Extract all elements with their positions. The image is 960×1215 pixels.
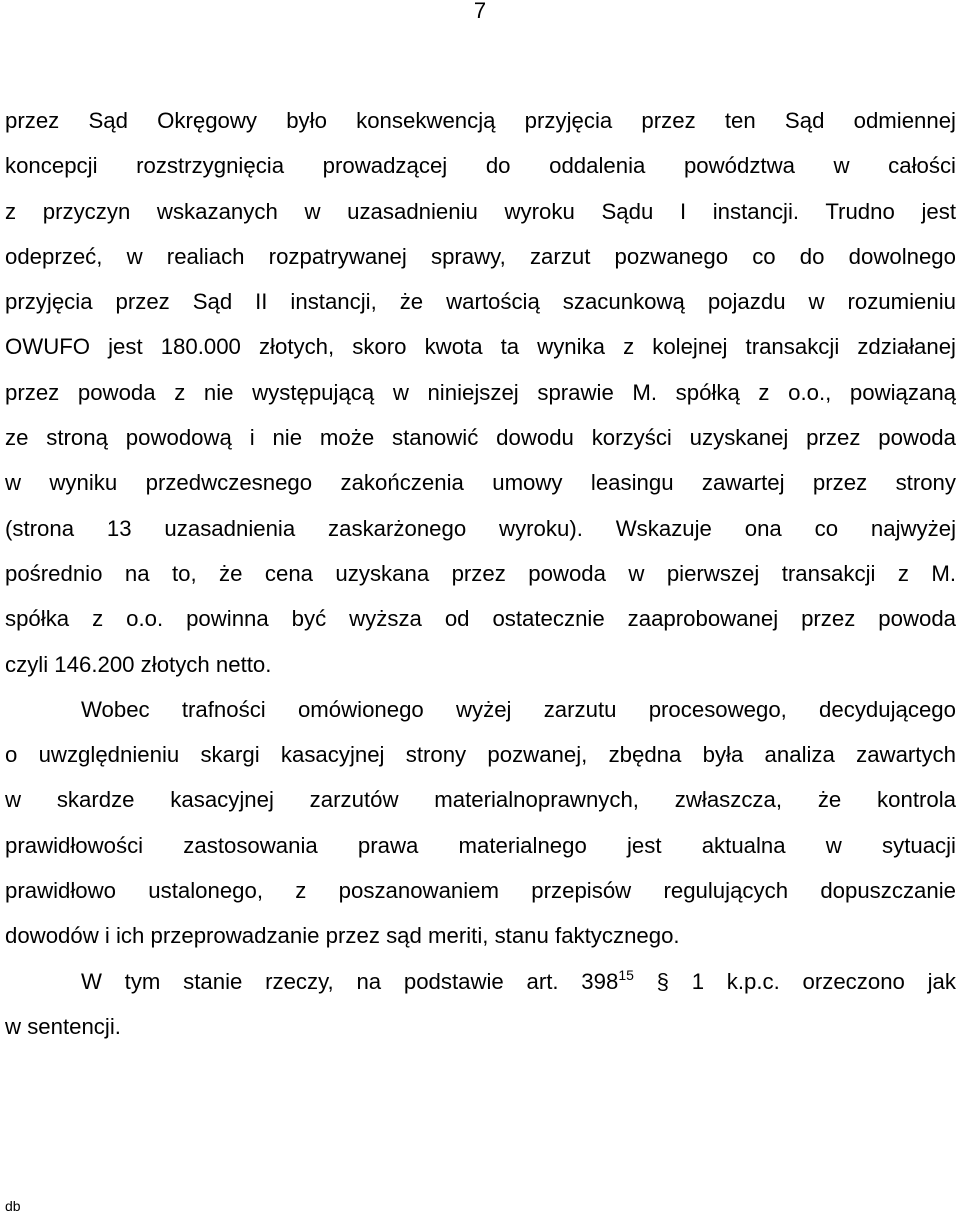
text-line: dowodów i ich przeprowadzanie przez sąd meriti, stanu faktycznego. xyxy=(5,923,680,949)
text-line: spółka z o.o. powinna być wyższa od ostatecznie zaaprobowanej przez powoda xyxy=(5,606,956,632)
text-line: koncepcji rozstrzygnięcia prowadzącej do oddalenia powództwa w całości xyxy=(5,153,956,179)
text-line: pośrednio na to, że cena uzyskana przez powoda w pierwszej transakcji z M. xyxy=(5,560,956,586)
text-line: w wyniku przedwczesnego zakończenia umowy leasingu zawartej przez strony xyxy=(5,470,956,496)
text-line: z przyczyn wskazanych w uzasadnieniu wyroku Sądu I instancji. Trudno jest xyxy=(5,198,956,224)
paragraph-3 xyxy=(5,959,956,1050)
footer-initials: db xyxy=(5,1198,21,1214)
paragraph-1 xyxy=(5,98,956,687)
paragraph-2 xyxy=(5,687,956,959)
text-line: przyjęcia przez Sąd II instancji, że wartością szacunkową pojazdu w rozumieniu xyxy=(5,289,956,315)
text-line: odeprzeć, w realiach rozpatrywanej sprawy, zarzut pozwanego co do dowolnego xyxy=(5,243,956,269)
text-line: w sentencji. xyxy=(5,1013,121,1039)
page-number: 7 xyxy=(473,0,487,23)
text-line: przez powoda z nie występującą w niniejszej sprawie M. spółką z o.o., powiązaną xyxy=(5,379,956,405)
text-line: przez Sąd Okręgowy było konsekwencją przyjęcia przez ten Sąd odmiennej xyxy=(5,108,956,133)
text-line: (strona 13 uzasadnienia zaskarżonego wyroku). Wskazuje ona co najwyżej xyxy=(5,515,956,541)
text-segment: W tym stanie rzeczy, na podstawie art. 398 xyxy=(81,968,619,994)
text-line-with-reference xyxy=(5,959,956,1004)
text-line: w skardze kasacyjnej zarzutów materialnoprawnych, zwłaszcza, że kontrola xyxy=(5,787,956,813)
text-line: prawidłowości zastosowania prawa materialnego jest aktualna w sytuacji xyxy=(5,832,956,858)
document-body xyxy=(5,98,956,1049)
text-line: ze stroną powodową i nie może stanowić dowodu korzyści uzyskanej przez powoda xyxy=(5,425,956,451)
article-superscript: 15 xyxy=(618,966,634,983)
text-line: o uwzględnieniu skargi kasacyjnej strony pozwanej, zbędna była analiza zawartych xyxy=(5,742,956,768)
text-line: czyli 146.200 złotych netto. xyxy=(5,651,272,677)
text-segment: § 1 k.p.c. orzeczono jak xyxy=(633,968,956,994)
text-line: prawidłowo ustalonego, z poszanowaniem przepisów regulujących dopuszczanie xyxy=(5,878,956,904)
text-line: OWUFO jest 180.000 złotych, skoro kwota ta wynika z kolejnej transakcji zdziałanej xyxy=(5,334,956,360)
text-line: Wobec trafności omówionego wyżej zarzutu procesowego, decydującego xyxy=(81,696,956,722)
